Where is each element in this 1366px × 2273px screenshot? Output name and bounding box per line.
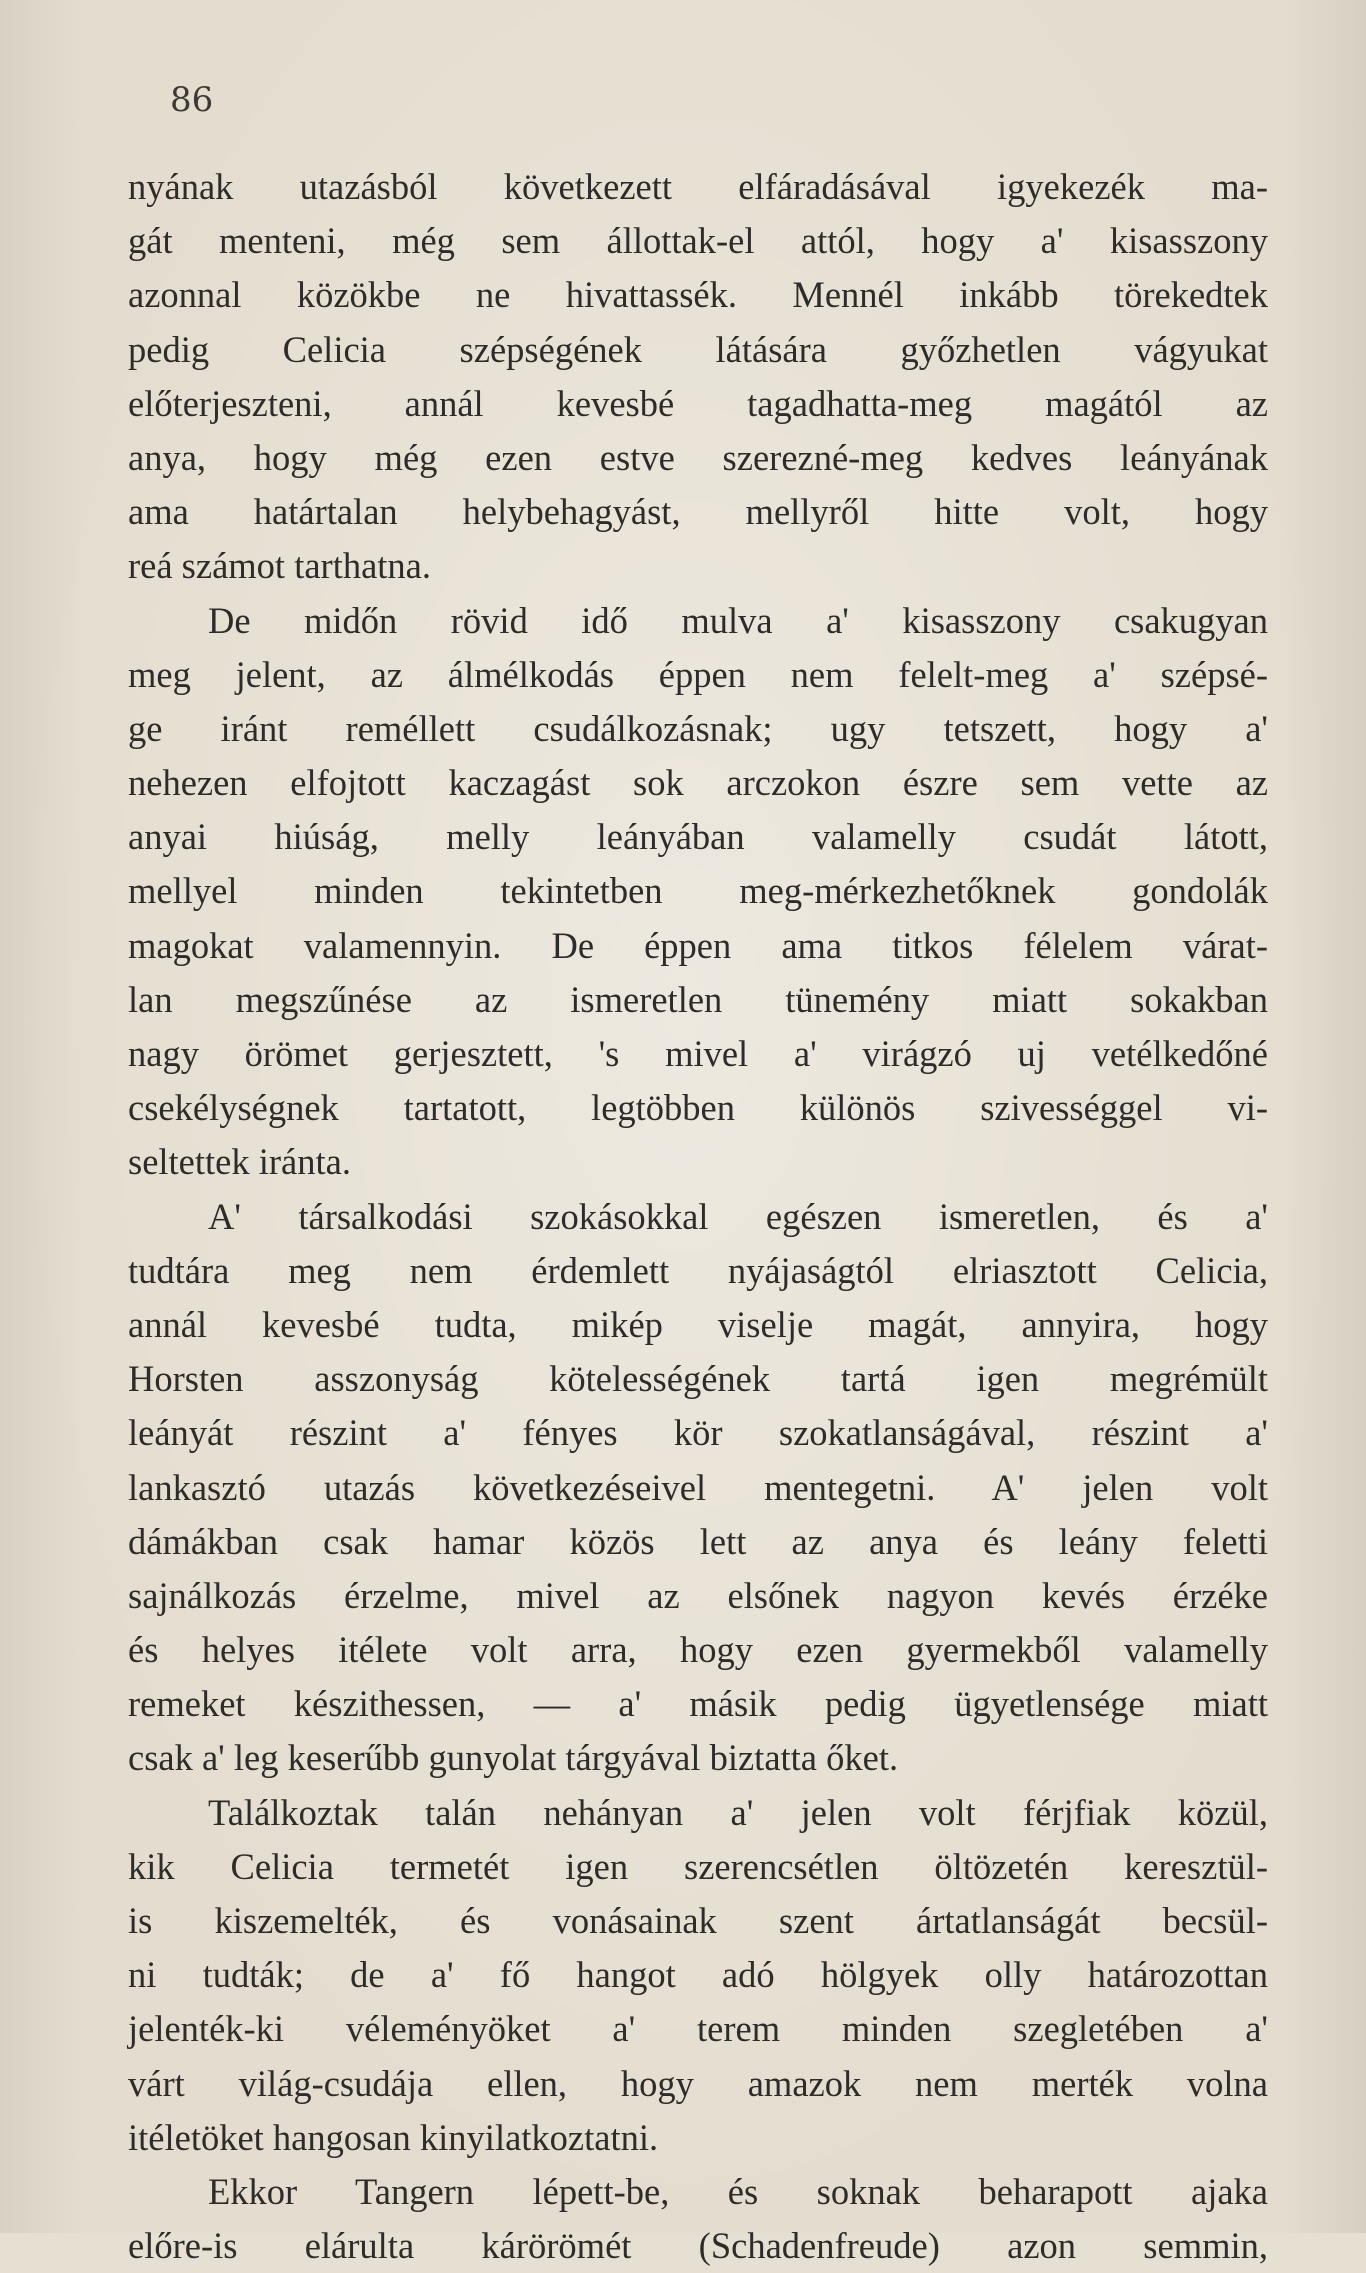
- text-line: lan megszűnése az ismeretlen tünemény miatt sokakban: [128, 978, 1268, 1020]
- text-line: remeket készithessen, — a' másik pedig ügyetlensége miatt: [128, 1683, 1268, 1725]
- text-line: tudtára meg nem érdemlett nyájaságtól elriasztott Celicia,: [128, 1249, 1268, 1291]
- text-line: nagy örömet gerjesztett, 's mivel a' virágzó uj vetélkedőné: [128, 1033, 1268, 1074]
- text-line: pedig Celicia szépségének látására győzhetlen vágyukat: [128, 328, 1268, 370]
- text-line: itéletöket hangosan kinyilatkoztatni.: [128, 2116, 659, 2158]
- text-line: anyai hiúság, melly leányában valamelly csudát látott,: [128, 816, 1268, 858]
- text-line: és helyes itélete volt arra, hogy ezen gyermekből valamelly: [128, 1629, 1268, 1671]
- text-line: lankasztó utazás következéseivel mentegetni. A' jelen volt: [128, 1466, 1268, 1508]
- text-line: azonnal közökbe ne hivattassék. Mennél inkább törekedtek: [128, 274, 1268, 316]
- text-line: előterjeszteni, annál kevesbé tagadhatta-meg magától az: [128, 382, 1268, 424]
- body-text: [128, 160, 1268, 2273]
- text-line: meg jelent, az álmélkodás éppen nem felelt-meg a' szépsé-: [128, 653, 1268, 695]
- text-line: leányát részint a' fényes kör szokatlanságával, részint a': [128, 1412, 1268, 1454]
- text-line: sajnálkozás érzelme, mivel az elsőnek nagyon kevés érzéke: [128, 1574, 1268, 1616]
- text-line: mellyel minden tekintetben meg-mérkezhetőknek gondolák: [128, 870, 1268, 912]
- text-line: reá számot tarthatna.: [128, 545, 431, 587]
- text-line: előre-is elárulta kárörömét (Schadenfreude) azon semmin,: [128, 2225, 1268, 2267]
- text-line: nehezen elfojtott kaczagást sok arczokon észre sem vette az: [128, 762, 1268, 804]
- text-line: kik Celicia termetét igen szerencsétlen öltözetén keresztül-: [128, 1845, 1268, 1887]
- text-line: De midőn rövid idő mulva a' kisasszony csakugyan: [208, 599, 1268, 641]
- page-number: 86: [170, 80, 214, 120]
- text-line: annál kevesbé tudta, mikép viselje magát, annyira, hogy: [128, 1303, 1268, 1345]
- text-line: Horsten asszonyság kötelességének tartá igen megrémült: [128, 1358, 1268, 1400]
- text-line: csekélységnek tartatott, legtöbben különös szivességgel vi-: [128, 1087, 1268, 1129]
- text-line: ama határtalan helybehagyást, mellyről hitte volt, hogy: [128, 491, 1268, 533]
- text-line: csak a' leg keserűbb gunyolat tárgyával biztatta őket.: [128, 1737, 899, 1779]
- text-line: anya, hogy még ezen estve szerezné-meg kedves leányának: [128, 436, 1268, 478]
- text-line: seltettek iránta.: [128, 1141, 351, 1183]
- text-line: várt világ-csudája ellen, hogy amazok nem merték volna: [128, 2062, 1268, 2104]
- text-line: gát menteni, még sem állottak-el attól, hogy a' kisasszony: [128, 220, 1268, 262]
- text-line: A' társalkodási szokásokkal egészen ismeretlen, és a': [208, 1195, 1268, 1237]
- text-line: Ekkor Tangern lépett-be, és soknak beharapott ajaka: [208, 2170, 1268, 2212]
- text-line: magokat valamennyin. De éppen ama titkos félelem várat-: [128, 924, 1268, 966]
- text-line: ni tudták; de a' fő hangot adó hölgyek olly határozottan: [128, 1954, 1268, 1996]
- text-line: nyának utazásból következett elfáradásával igyekezék ma-: [128, 166, 1268, 207]
- text-line: is kiszemelték, és vonásainak szent ártatlanságát becsül-: [128, 1900, 1268, 1941]
- text-line: jelenték-ki véleményöket a' terem minden szegletében a': [128, 2008, 1268, 2050]
- text-line: Találkoztak talán nehányan a' jelen volt férjfiak közül,: [208, 1791, 1268, 1833]
- text-line: ge iránt reméllett csudálkozásnak; ugy tetszett, hogy a': [128, 707, 1268, 749]
- text-line: dámákban csak hamar közös lett az anya és leány feletti: [128, 1520, 1268, 1562]
